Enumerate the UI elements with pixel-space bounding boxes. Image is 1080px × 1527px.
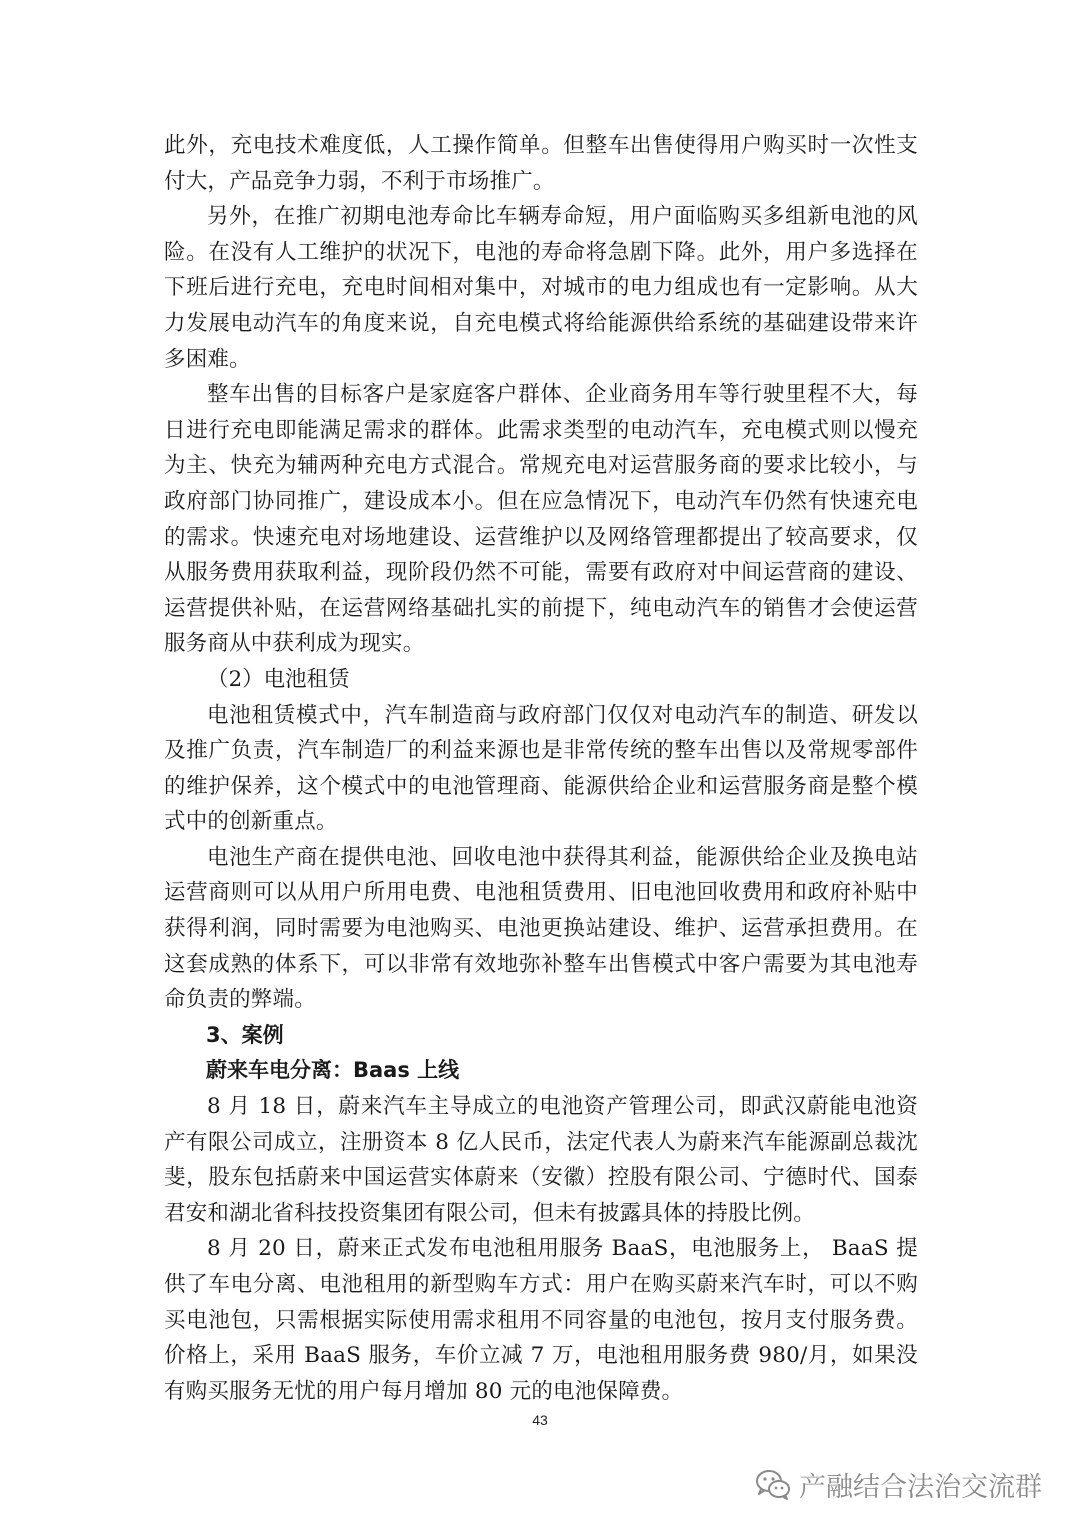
paragraph-7: 8 月 20 日，蔚来正式发布电池租用服务 BaaS，电池服务上， BaaS 提供了车电分离、电池租用的新型购车方式：用户在购买蔚来汽车时，可以不购买电池包，只需根据实际使用需求租用不同容量的电池包，按月支付服务费。价格上，采用 BaaS 服务，车价立减 7 万，电池租用服务费 980/月，如果没有购买服务无忧的用户每月增加 80 元的电池保障费。	[164, 1236, 918, 1404]
case-title: 蔚来车电分离：Baas 上线	[206, 1058, 460, 1083]
paragraph-1: 此外，充电技术难度低，人工操作简单。但整车出售使得用户购买时一次性支付大，产品竞争力弱，不利于市场推广。	[164, 133, 918, 194]
paragraph-2: 另外，在推广初期电池寿命比车辆寿命短，用户面临购买多组新电池的风险。在没有人工维护的状况下，电池的寿命将急剧下降。此外，用户多选择在下班后进行充电，充电时间相对集中，对城市的电力组成也有一定影响。从大力发展电动汽车的角度来说，自充电模式将给能源供给系统的基础建设带来许多困难。	[164, 204, 918, 372]
paragraph-6: 8 月 18 日，蔚来汽车主导成立的电池资产管理公司，即武汉蔚能电池资产有限公司成立，注册资本 8 亿人民币，法定代表人为蔚来汽车能源副总裁沈斐，股东包括蔚来中国运营实体蔚来（安徽）控股有限公司、宁德时代、国泰君安和湖北省科技投资集团有限公司，但未有披露具体的持股比例。	[164, 1094, 918, 1226]
subsection-battery-leasing: （2）电池租赁	[207, 666, 350, 692]
paragraph-3: 整车出售的目标客户是家庭客户群体、企业商务用车等行驶里程不大，每日进行充电即能满足需求的群体。此需求类型的电动汽车，充电模式则以慢充为主、快充为辅两种充电方式混合。常规充电对运营服务商的要求比较小，与政府部门协同推广，建设成本小。但在应急情况下，电动汽车仍然有快速充电的需求。快速充电对场地建设、运营维护以及网络管理都提出了较高要求，仅从服务费用获取利益，现阶段仍然不可能，需要有政府对中间运营商的建设、运营提供补贴，在运营网络基础扎实的前提下，纯电动汽车的销售才会使运营服务商从中获利成为现实。	[164, 382, 918, 657]
paragraph-4: 电池租赁模式中，汽车制造商与政府部门仅仅对电动汽车的制造、研发以及推广负责，汽车制造厂的利益来源也是非常传统的整车出售以及常规零部件的维护保养，这个模式中的电池管理商、能源供给企业和运营服务商是整个模式中的创新重点。	[164, 702, 918, 835]
watermark	[755, 1465, 1042, 1504]
paragraph-5: 电池生产商在提供电池、回收电池中获得其利益，能源供给企业及换电站运营商则可以从用户所用电费、电池租赁费用、旧电池回收费用和政府补贴中获得利润，同时需要为电池购买、电池更换站建设、维护、运营承担费用。在这套成熟的体系下，可以非常有效地弥补整车出售模式中客户需要为其电池寿命负责的弊端。	[164, 844, 918, 1013]
wechat-icon	[755, 1469, 791, 1501]
watermark-text: 产融结合法治交流群	[799, 1472, 1042, 1503]
section-heading-case: 3、案例	[206, 1022, 284, 1047]
page-number: 43	[532, 1412, 548, 1428]
document-body	[164, 128, 918, 1409]
